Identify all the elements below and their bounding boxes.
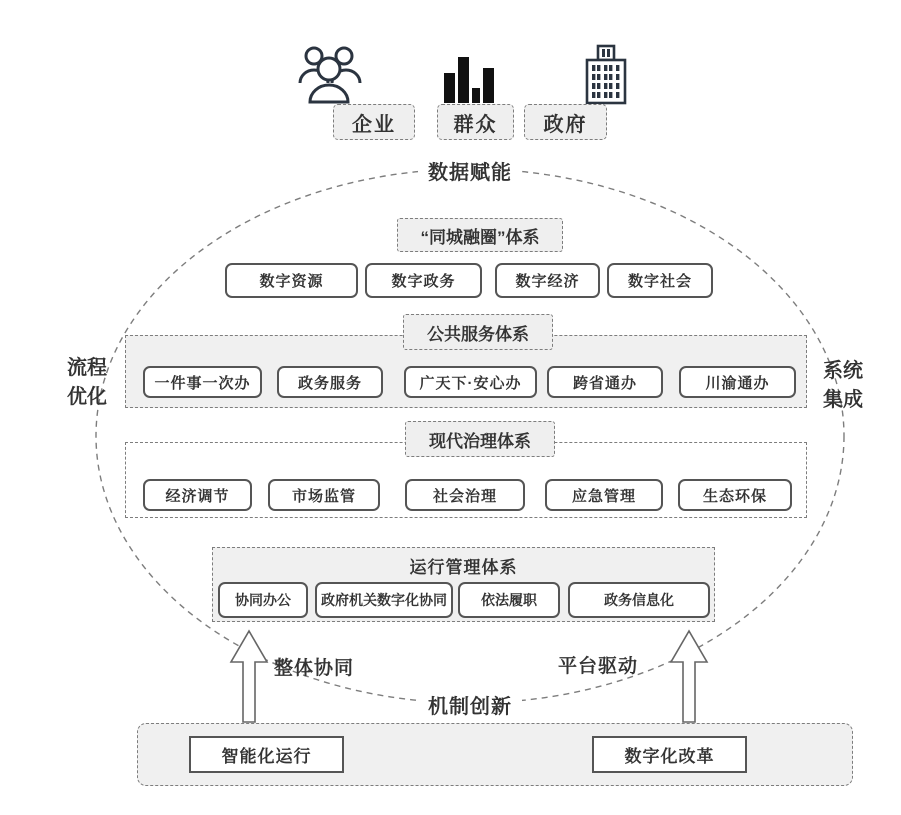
item-digital-economy: 数字经济 xyxy=(495,263,600,298)
section-title-operation: 运行管理体系 xyxy=(409,558,518,577)
entity-chip-public: 群众 xyxy=(437,104,514,140)
item-market-supervision: 市场监管 xyxy=(268,479,380,511)
item-chuanyu: 川渝通办 xyxy=(679,366,796,398)
item-guangtianxia: 广天下·安心办 xyxy=(404,366,537,398)
item-digital-gov-affairs: 数字政务 xyxy=(365,263,482,298)
item-digital-society: 数字社会 xyxy=(607,263,713,298)
section-title-tongcheng: “同城融圈”体系 xyxy=(397,218,563,252)
up-arrow-right xyxy=(671,631,707,722)
item-economic-regulation: 经济调节 xyxy=(143,479,252,511)
item-gov-informatization: 政务信息化 xyxy=(568,582,710,618)
entity-chip-government: 政府 xyxy=(524,104,607,140)
item-collab-office: 协同办公 xyxy=(218,582,308,618)
item-social-governance: 社会治理 xyxy=(405,479,525,511)
item-emergency-management: 应急管理 xyxy=(545,479,663,511)
cycle-label-data-empowerment: 数据赋能 xyxy=(418,156,522,185)
item-lawful-duty: 依法履职 xyxy=(458,582,560,618)
item-cross-province: 跨省通办 xyxy=(547,366,663,398)
section-title-public-service: 公共服务体系 xyxy=(403,314,553,350)
entity-chip-enterprise: 企业 xyxy=(333,104,415,140)
foundation-digital-reform: 数字化改革 xyxy=(592,736,747,773)
building-icon xyxy=(584,44,628,105)
item-one-thing-once: 一件事一次办 xyxy=(143,366,262,398)
section-title-governance: 现代治理体系 xyxy=(405,421,555,457)
arrow-label-platform-driven: 平台驱动 xyxy=(558,656,639,677)
cycle-label-process-optimization: 流程优化 xyxy=(67,357,107,408)
item-gov-digital-collab: 政府机关数字化协同 xyxy=(315,582,453,618)
item-digital-resources: 数字资源 xyxy=(225,263,358,298)
cycle-label-mechanism-innovation: 机制创新 xyxy=(418,690,522,719)
foundation-intelligent-operation: 智能化运行 xyxy=(189,736,344,773)
item-gov-services: 政务服务 xyxy=(277,366,383,398)
cycle-label-system-integration: 系统集成 xyxy=(823,360,863,411)
arrow-label-overall-coordination: 整体协同 xyxy=(274,658,355,679)
item-eco-protection: 生态环保 xyxy=(678,479,792,511)
people-group-icon xyxy=(298,44,362,104)
bar-chart-icon xyxy=(443,52,496,103)
